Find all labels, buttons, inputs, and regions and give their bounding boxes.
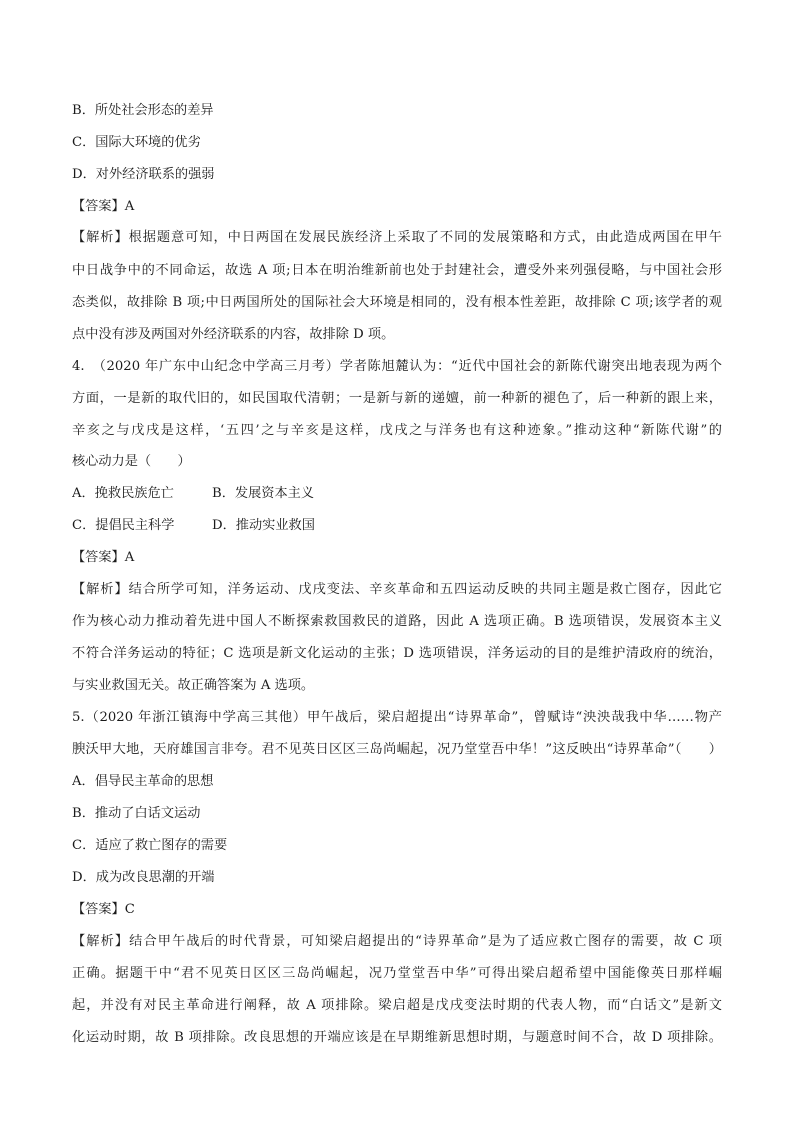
analysis-line: 与实业救国无关。故正确答案为 A 选项。 <box>72 678 315 693</box>
option-a: A．倡导民主革命的思想 <box>72 774 214 789</box>
analysis-line: 不符合洋务运动的特征；C 选项是新文化运动的主张；D 选项错误，洋务运动的目的是维护清政府的统治， <box>72 646 722 661</box>
analysis-line: 正确。据题干中“君不见英日区区三岛尚崛起，况乃堂堂吾中华”可得出梁启超希望中国能像英日那样崛 <box>72 966 722 981</box>
analysis-line: 作为核心动力推动着先进中国人不断探索救国救民的道路，因此 A 选项正确。B 选项错误，发展资本主义 <box>72 614 722 629</box>
option-c: C．适应了救亡图存的需要 <box>72 838 228 853</box>
option-d: D．对外经济联系的强弱 <box>72 167 215 182</box>
question-stem: 辛亥之与戊戌是这样，‘五四’之与辛亥是这样，戊戌之与洋务也有这种迹象。”推动这种“新陈代谢”的 <box>72 423 722 438</box>
option-d: D．推动实业救国 <box>212 518 315 533</box>
option-b: B．所处社会形态的差异 <box>72 103 214 118</box>
analysis-line: 【解析】结合所学可知，洋务运动、戊戌变法、辛亥革命和五四运动反映的共同主题是救亡图存，因此它 <box>72 582 722 597</box>
analysis-line: 【解析】结合甲午战后的时代背景，可知梁启超提出的“诗界革命”是为了适应救亡图存的需要，故 C 项 <box>72 934 722 949</box>
question-stem: 4. （2020 年广东中山纪念中学高三月考）学者陈旭麓认为：“近代中国社会的新陈代谢突出地表现为两个 <box>72 359 722 374</box>
options-row <box>72 485 722 503</box>
analysis-line: 态类似，故排除 B 项;中日两国所处的国际社会大环境是相同的，没有根本性差距，故排除 C 项;该学者的观 <box>72 295 722 310</box>
analysis-line: 点中没有涉及两国对外经济联系的内容，故排除 D 项。 <box>72 327 395 342</box>
options-row <box>72 517 722 535</box>
analysis-line: 【解析】根据题意可知，中日两国在发展民族经济上采取了不同的发展策略和方式，由此造成两国在甲午 <box>72 230 722 245</box>
option-b: B．发展资本主义 <box>212 486 315 501</box>
question-stem: 腴沃甲大地，天府雄国言非夸。君不见英日区区三岛尚崛起，况乃堂堂吾中华！”这反映出“诗界革命”（ ） <box>72 742 722 757</box>
option-d: D．成为改良思潮的开端 <box>72 870 215 885</box>
answer-label: 【答案】A <box>72 199 135 214</box>
option-c: C．国际大环境的优劣 <box>72 135 201 150</box>
answer-label: 【答案】C <box>72 902 135 917</box>
analysis-line: 起，并没有对民主革命进行阐释，故 A 项排除。梁启超是戊戌变法时期的代表人物，而“白话文”是新文 <box>72 998 722 1013</box>
option-c: C．提倡民主科学 <box>72 518 175 533</box>
question-stem: 5.（2020 年浙江镇海中学高三其他）甲午战后，梁启超提出“诗界革命”，曾赋诗“泱泱哉我中华……物产 <box>72 710 722 725</box>
question-stem: 核心动力是（ ） <box>72 454 191 469</box>
analysis-line: 化运动时期，故 B 项排除。改良思想的开端应该是在早期维新思想时期，与题意时间不合，故 D 项排除。 <box>72 1030 722 1045</box>
analysis-line: 中日战争中的不同命运，故选 A 项;日本在明治维新前也处于封建社会，遭受外来列强侵略，与中国社会形 <box>72 263 722 278</box>
question-stem: 方面，一是新的取代旧的，如民国取代清朝；一是新与新的递嬗，前一种新的褪色了，后一种新的跟上来， <box>72 391 722 406</box>
answer-label: 【答案】A <box>72 550 135 565</box>
option-b: B．推动了白话文运动 <box>72 806 201 821</box>
option-a: A．挽救民族危亡 <box>72 486 174 501</box>
